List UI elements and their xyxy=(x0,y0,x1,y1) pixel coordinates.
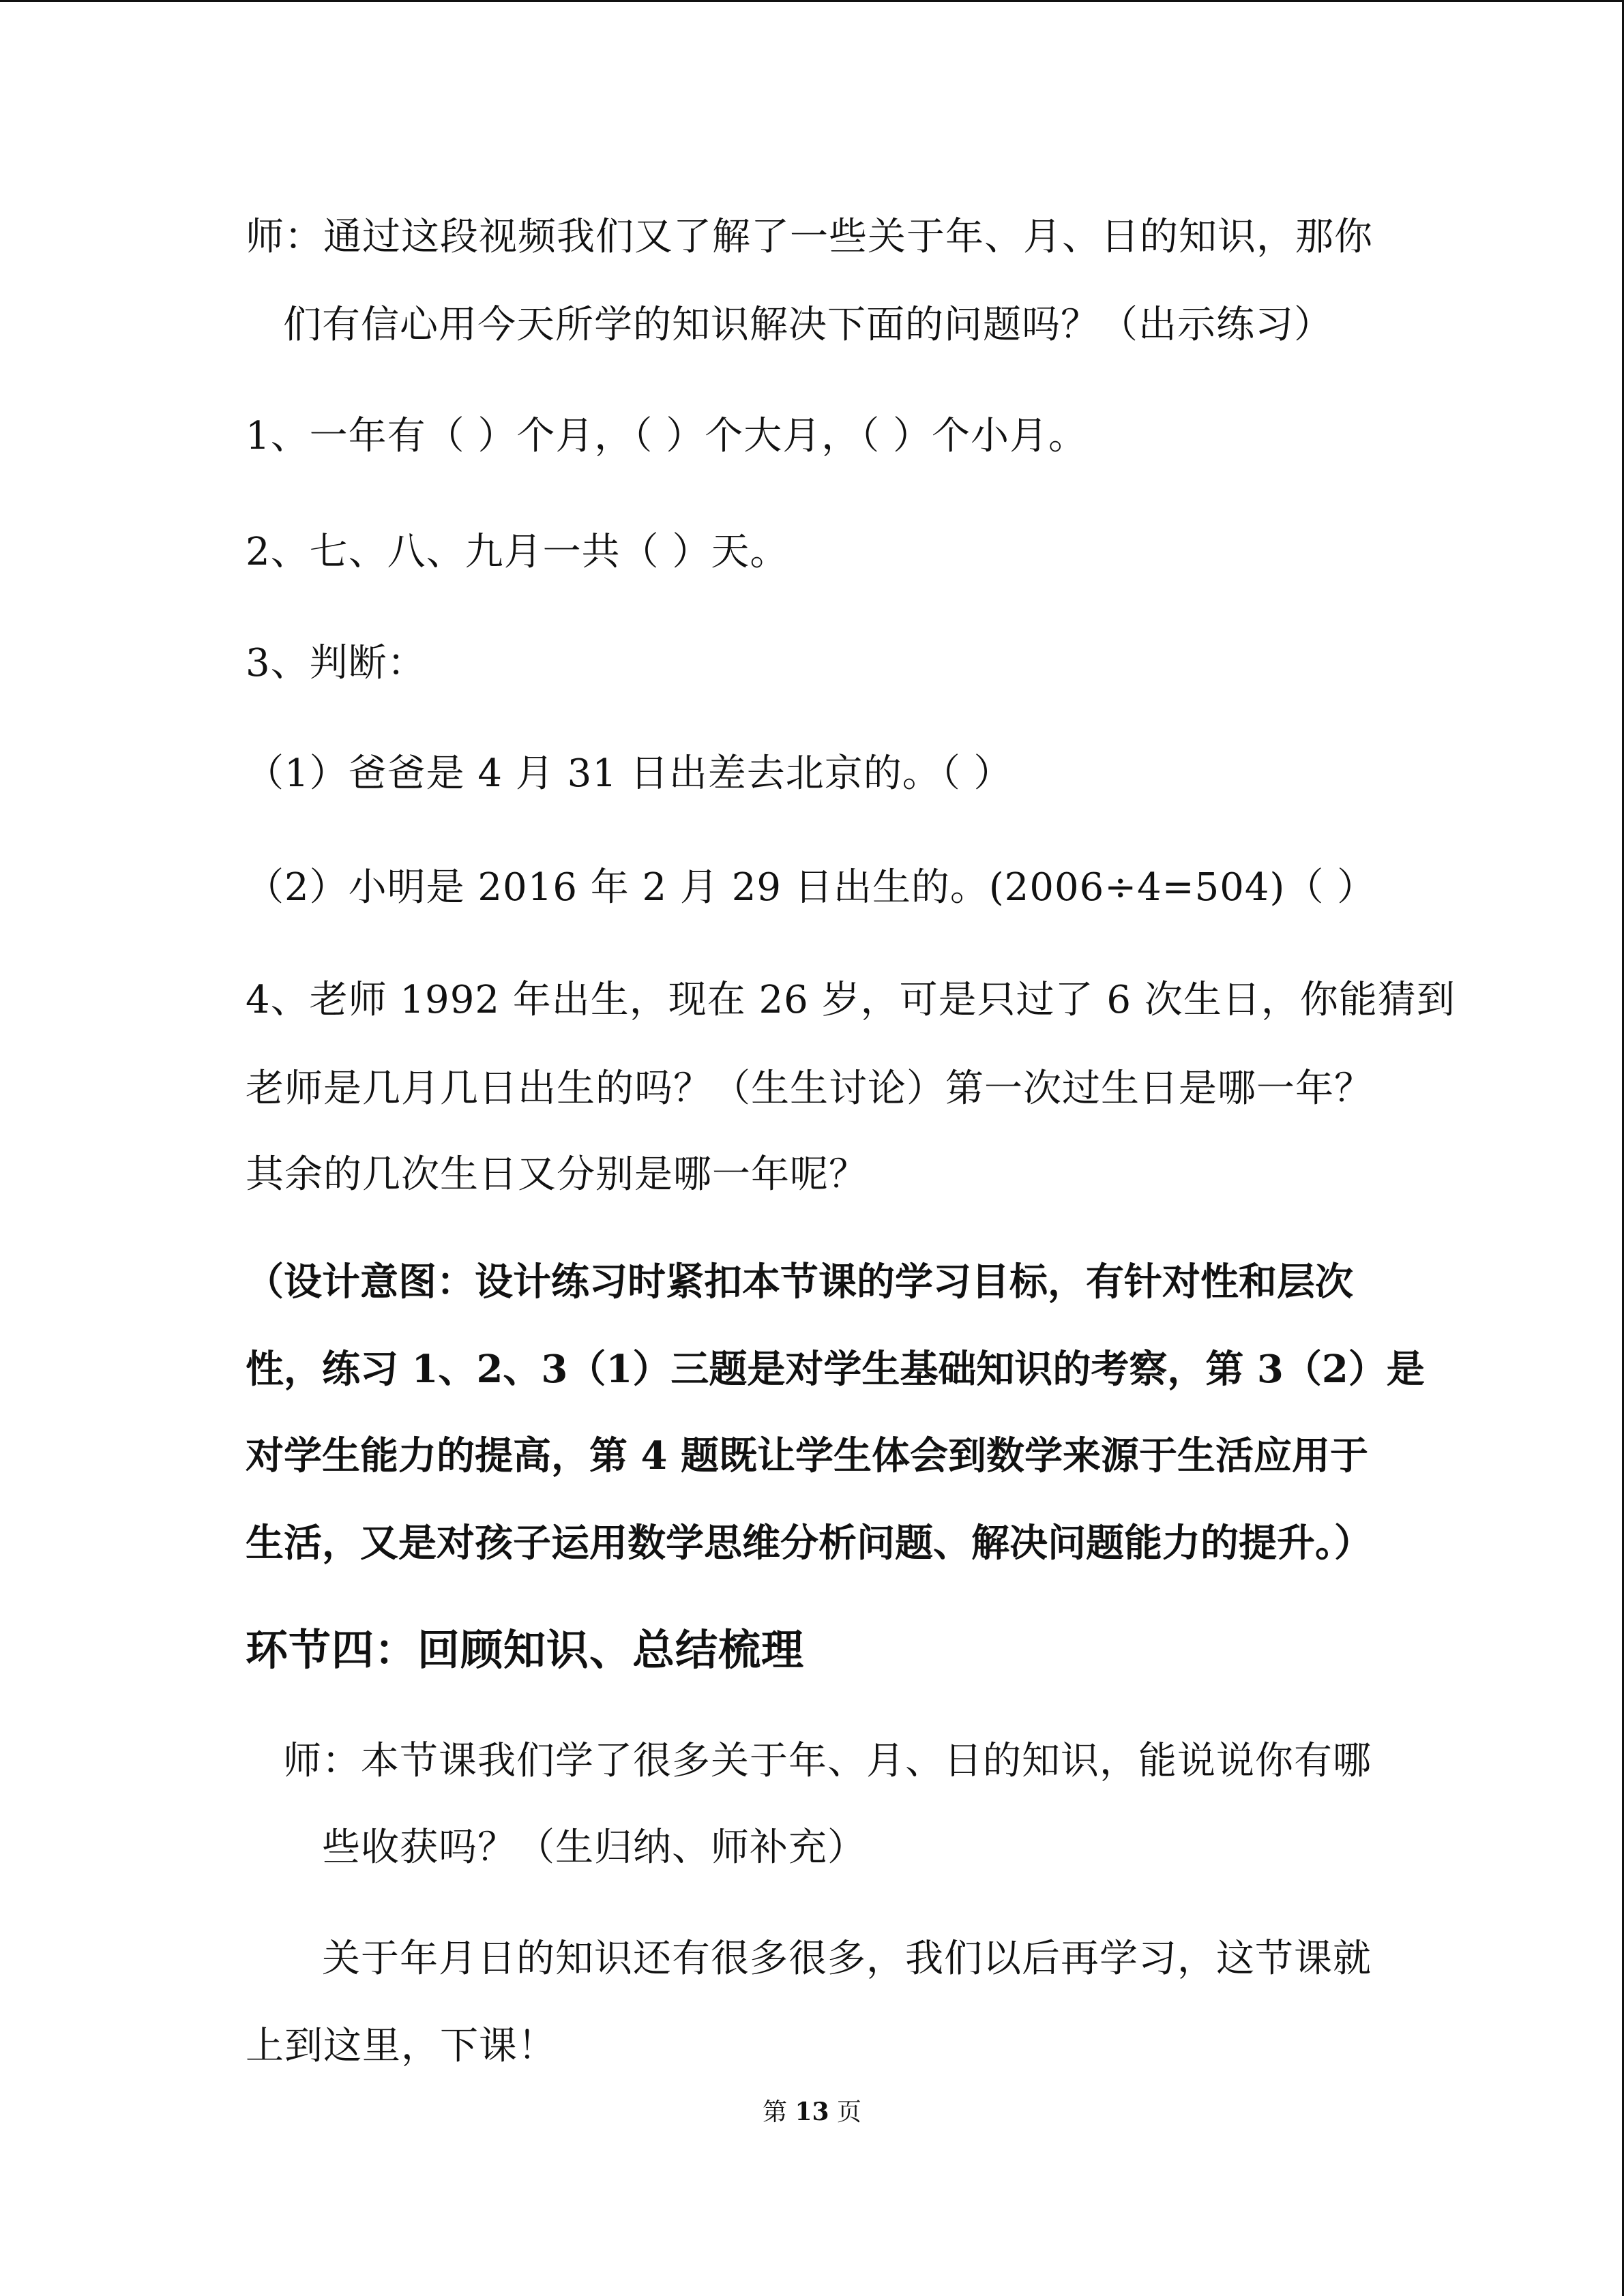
teacher-intro-line-1: 师：通过这段视频我们又了解了一些关于年、月、日的知识，那你 xyxy=(246,215,1373,259)
closing-line-2: 上到这里，下课！ xyxy=(246,2024,557,2068)
design-intent-line-2: 性，练习 1、2、3（1）三题是对学生基础知识的考察，第 3（2）是 xyxy=(246,1347,1425,1392)
closing-line-1: 关于年月日的知识还有很多很多，我们以后再学习，这节课就 xyxy=(322,1937,1372,1981)
exercise-3-2: （2）小明是 2016 年 2 月 29 日出生的。(2006÷4=504)（ ） xyxy=(246,865,1376,910)
summary-line-2: 些收获吗？（生归纳、师补充） xyxy=(322,1825,866,1870)
design-intent-line-3: 对学生能力的提高，第 4 题既让学生体会到数学来源于生活应用于 xyxy=(246,1433,1368,1478)
section-heading: 环节四：回顾知识、总结梳理 xyxy=(246,1625,805,1675)
exercise-3-1: （1）爸爸是 4 月 31 日出差去北京的。（ ） xyxy=(246,751,1013,796)
exercise-3: 3、判断： xyxy=(246,641,426,685)
exercise-4-line-2: 老师是几月几日出生的吗？（生生讨论）第一次过生日是哪一年？ xyxy=(246,1067,1373,1111)
exercise-4-line-3: 其余的几次生日又分别是哪一年呢？ xyxy=(246,1152,868,1197)
design-intent-line-1: （设计意图：设计练习时紧扣本节课的学习目标，有针对性和层次 xyxy=(246,1259,1353,1304)
teacher-intro-line-2: 们有信心用今天所学的知识解决下面的问题吗？（出示练习） xyxy=(283,303,1333,347)
footer-prefix: 第 xyxy=(762,2098,787,2126)
exercise-1: 1、一年有（ ）个月，（ ）个大月，（ ）个小月。 xyxy=(246,414,1088,458)
exercise-2: 2、七、八、九月一共（ ）天。 xyxy=(246,530,789,574)
footer-suffix: 页 xyxy=(837,2098,862,2126)
page-number: 13 xyxy=(795,2098,829,2126)
design-intent-line-4: 生活，又是对孩子运用数学思维分析问题、解决问题能力的提升。） xyxy=(246,1521,1372,1566)
top-border xyxy=(0,0,1624,2)
page-footer xyxy=(0,2095,1624,2130)
summary-line-1: 师：本节课我们学了很多关于年、月、日的知识，能说说你有哪 xyxy=(283,1739,1372,1783)
exercise-4-line-1: 4、老师 1992 年出生，现在 26 岁，可是只过了 6 次生日，你能猜到 xyxy=(246,978,1456,1022)
